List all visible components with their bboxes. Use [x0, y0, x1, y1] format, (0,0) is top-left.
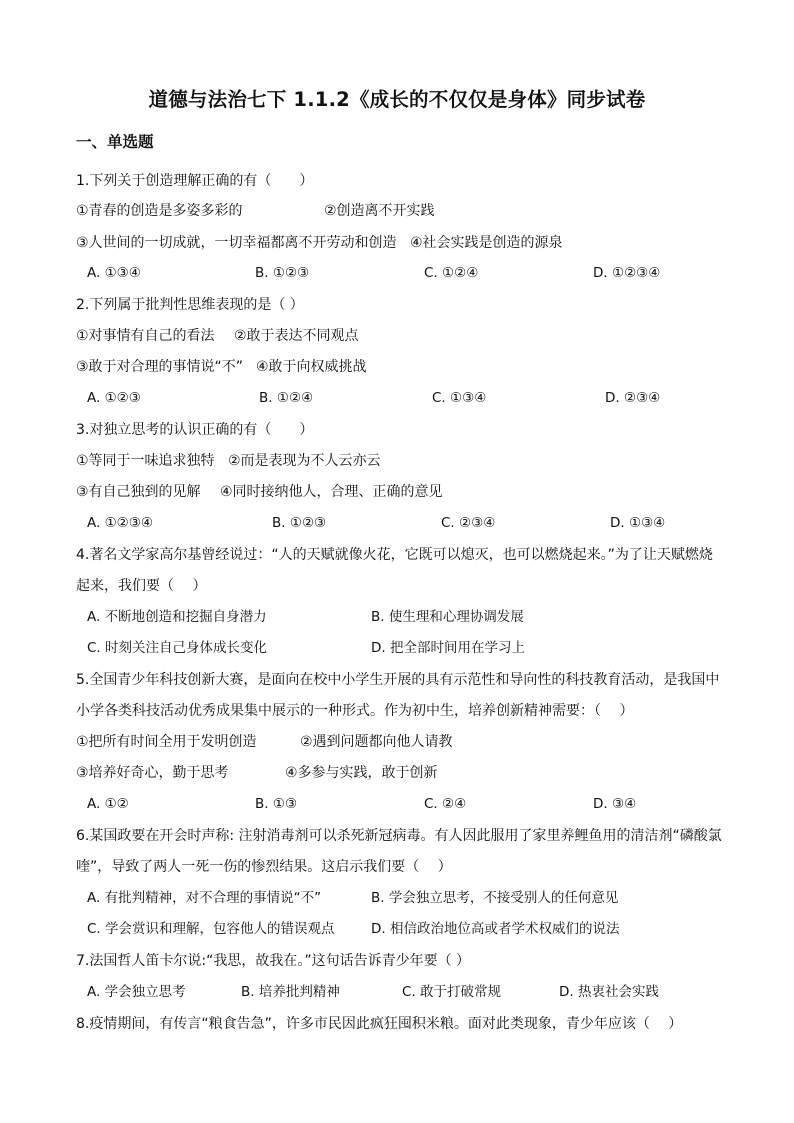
question-5-option-a: A. ①② [87, 796, 129, 812]
question-4-stem-line-2: 起来，我们要（ ） [76, 578, 207, 594]
question-5-statement-4: ④多参与实践，敢于创新 [285, 765, 438, 781]
question-5-stem-line-2: 小学各类科技活动优秀成果集中展示的一种形式。作为初中生，培养创新精神需要：（ ） [76, 703, 634, 719]
question-7-option-a: A. 学会独立思考 [87, 984, 186, 1000]
question-3-option-b: B. ①②③ [272, 515, 327, 531]
question-1-statement-3: ③人世间的一切成就，一切幸福都离不开劳动和创造 [76, 235, 397, 251]
question-5-statement-1: ①把所有时间全用于发明创造 [76, 734, 257, 750]
question-4-option-d: D. 把全部时间用在学习上 [371, 640, 525, 656]
question-5-stem-line-1: 5.全国青少年科技创新大赛，是面向在校中小学生开展的具有示范性和导向性的科技教育活动，是我国中 [76, 672, 720, 688]
question-1-option-b: B. ①②③ [255, 265, 310, 281]
question-2-statement-2: ②敢于表达不同观点 [234, 328, 359, 344]
question-2-stem: 2.下列属于批判性思维表现的是（ ） [76, 297, 304, 313]
question-7-stem: 7.法国哲人笛卡尔说:“我思，故我在。”这句话告诉青少年要（ ） [76, 953, 471, 969]
question-2-option-a: A. ①②③ [87, 390, 141, 406]
question-3-statement-3: ③有自己独到的见解 [76, 484, 201, 500]
question-2-statement-3: ③敢于对合理的事情说“不” [76, 359, 244, 375]
question-3-statement-4: ④同时接纳他人，合理、正确的意见 [220, 484, 443, 500]
question-1-option-a: A. ①③④ [87, 265, 141, 281]
question-4-option-c: C. 时刻关注自己身体成长变化 [87, 640, 268, 656]
question-3-statement-2: ②而是表现为不人云亦云 [228, 453, 381, 469]
question-4-option-a: A. 不断地创造和挖掘自身潜力 [87, 609, 267, 625]
question-2-option-b: B. ①②④ [259, 390, 314, 406]
question-3-statement-1: ①等同于一味追求独特 [76, 453, 215, 469]
question-3-stem: 3.对独立思考的认识正确的有（ ） [76, 422, 314, 438]
question-2-statement-1: ①对事情有自己的看法 [76, 328, 215, 344]
question-2-option-d: D. ②③④ [605, 390, 661, 406]
question-4-option-b: B. 使生理和心理协调发展 [371, 609, 524, 625]
question-5-option-c: C. ②④ [424, 796, 467, 812]
page-title: 道德与法治七下 1.1.2《成长的不仅仅是身体》同步试卷 [148, 88, 646, 111]
question-5-option-b: B. ①③ [255, 796, 298, 812]
question-6-option-a: A. 有批判精神，对不合理的事情说“不” [87, 890, 322, 906]
question-2-statement-4: ④敢于向权威挑战 [256, 359, 367, 375]
question-3-option-a: A. ①②③④ [87, 515, 153, 531]
question-1-option-d: D. ①②③④ [593, 265, 661, 281]
question-5-statement-2: ②遇到问题都向他人请教 [300, 734, 453, 750]
question-5-statement-3: ③培养好奇心，勤于思考 [76, 765, 229, 781]
question-6-stem-line-1: 6.某国政要在开会时声称: 注射消毒剂可以杀死新冠病毒。有人因此服用了家里养鲤鱼用的清洁剂“磷酸氯 [76, 828, 722, 844]
question-1-statement-1: ①青春的创造是多姿多彩的 [76, 203, 243, 219]
question-6-stem-line-2: 喹”，导致了两人一死一伤的惨烈结果。这启示我们要（ ） [76, 859, 452, 875]
question-1-stem: 1.下列关于创造理解正确的有（ ） [76, 173, 314, 189]
question-7-option-b: B. 培养批判精神 [241, 984, 340, 1000]
question-1-statement-2: ②创造离不开实践 [324, 203, 435, 219]
question-1-option-c: C. ①②④ [424, 265, 479, 281]
question-6-option-d: D. 相信政治地位高或者学术权威们的说法 [371, 921, 620, 937]
question-4-stem-line-1: 4.著名文学家高尔基曾经说过：“人的天赋就像火花，它既可以熄灭，也可以燃烧起来。”为了让天赋燃烧 [76, 547, 713, 563]
question-6-option-c: C. 学会赏识和理解，包容他人的错误观点 [87, 921, 335, 937]
question-3-option-c: C. ②③④ [441, 515, 496, 531]
question-3-option-d: D. ①③④ [610, 515, 666, 531]
question-6-option-b: B. 学会独立思考，不接受别人的任何意见 [371, 890, 619, 906]
question-7-option-c: C. 敢于打破常规 [402, 984, 502, 1000]
question-8-stem: 8.疫情期间，有传言“粮食告急”，许多市民因此疯狂囤积米粮。面对此类现象，青少年应该（ ） [76, 1016, 683, 1032]
question-7-option-d: D. 热衷社会实践 [559, 984, 659, 1000]
question-5-option-d: D. ③④ [593, 796, 637, 812]
section-heading: 一、单选题 [76, 133, 154, 151]
question-2-option-c: C. ①③④ [432, 390, 487, 406]
question-1-statement-4: ④社会实践是创造的源泉 [410, 235, 563, 251]
